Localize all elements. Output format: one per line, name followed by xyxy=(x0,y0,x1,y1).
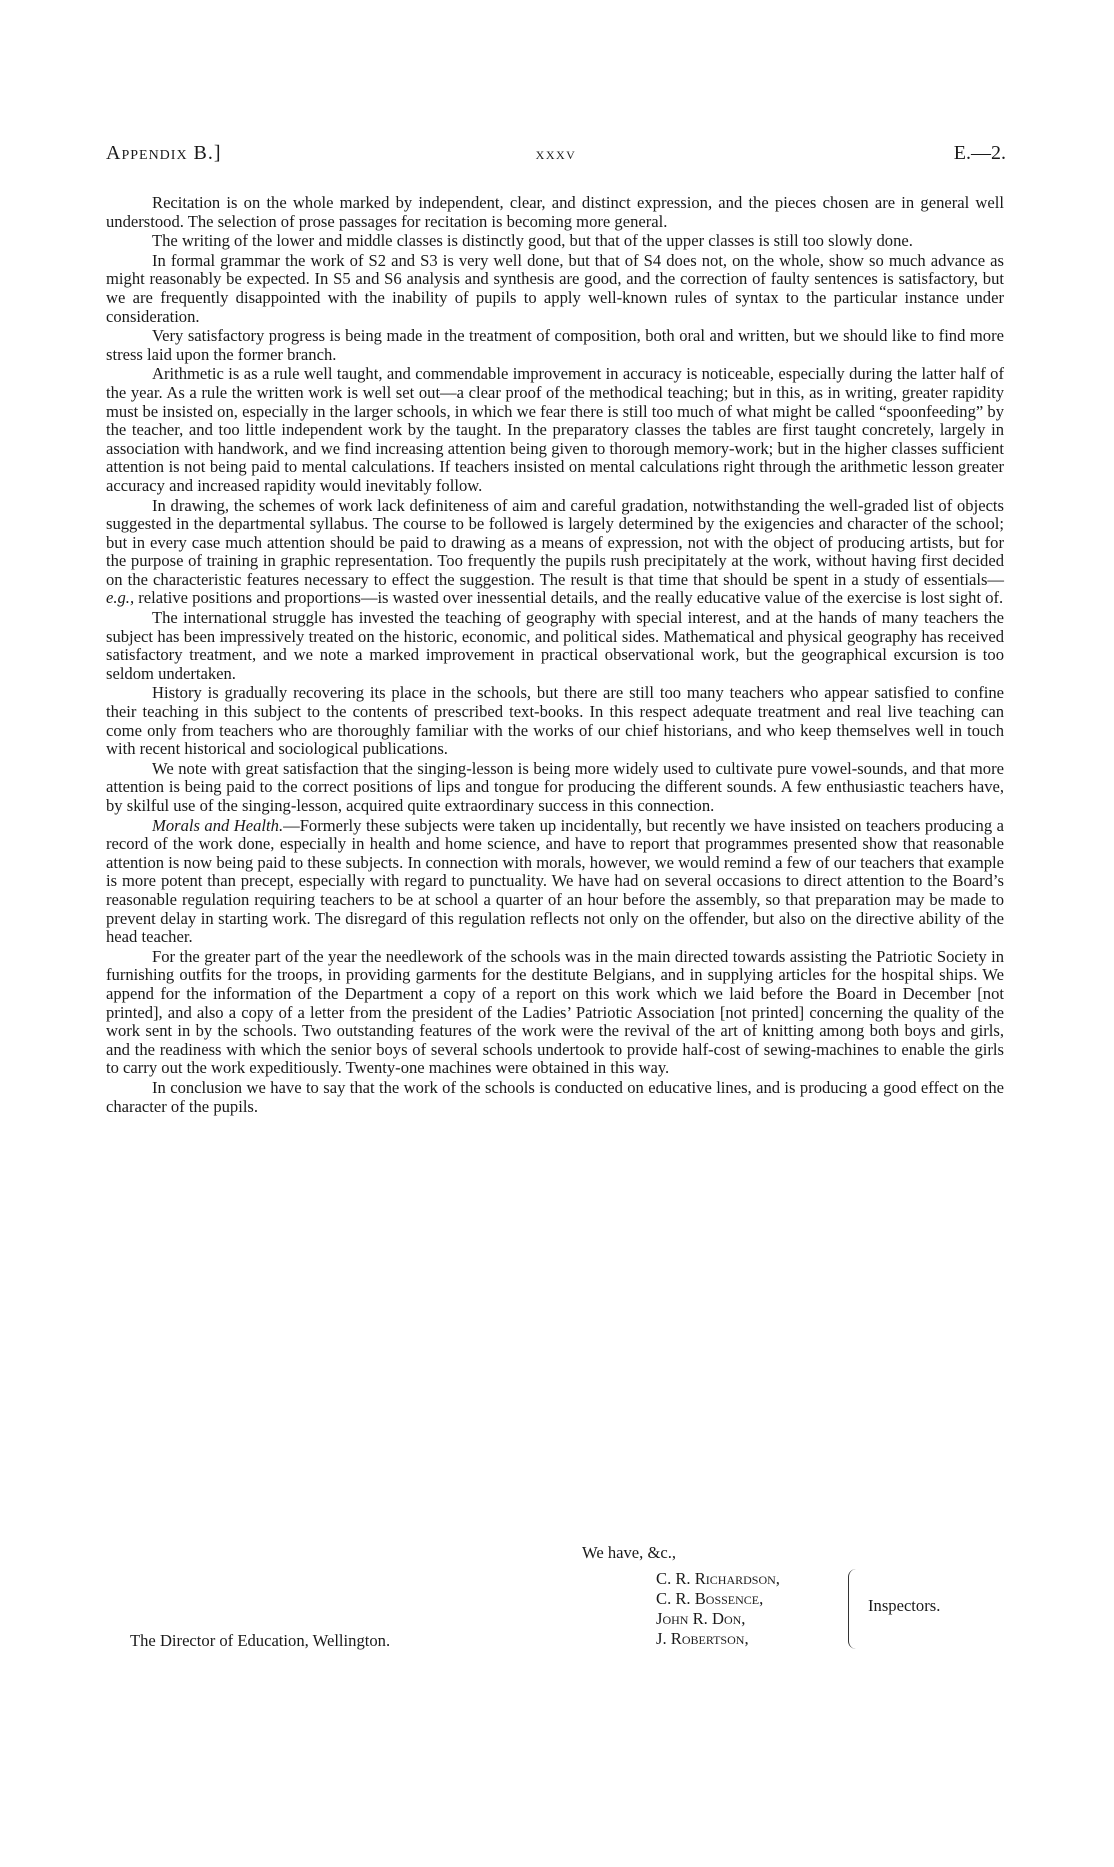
brace-divider xyxy=(848,1569,859,1649)
paragraph-grammar: In formal grammar the work of S2 and S3 is very well done, but that of S4 does not, on the whole, show so much advance as might reasonably be expected. In S5 and S6 analysis and synthesis are good, and the correction of faulty sentences is satisfactory, but we are frequently disappointed with the inability of pupils to apply well-known rules of syntax to the particular instance under consideration. xyxy=(106,250,1004,326)
signature-block xyxy=(106,1543,1006,1663)
morals-heading: Morals and Health. xyxy=(152,815,284,835)
paragraph-needlework: For the greater part of the year the needlework of the schools was in the main directed towards assisting the Patriotic Society in furnishing outfits for the troops, in providing garments for the destitute Belgians, and in supplying articles for the hospital ships. We append for the information of the Department a copy of a report on this work which we laid before the Board in December [not printed], and also a copy of a letter from the president of the Ladies’ Patriotic Association [not printed] concerning the quality of the work sent in by the schools. Two outstanding features of the work were the revival of the art of knitting among both boys and girls, and the readiness with which the senior boys of several schools undertook to provide half-cost of sewing-machines to enable the girls to carry out the work expeditiously. Twenty-one machines were obtained in this way. xyxy=(106,946,1004,1078)
inspector-name: J. Robertson, xyxy=(656,1629,749,1648)
paragraph-arithmetic: Arithmetic is as a rule well taught, and commendable improvement in accuracy is noticeable, especially during the latter half of the year. As a rule the written work is well set out—a clear proof of the methodical teaching; but in this, as in writing, greater rapidity must be insisted on, especially in the larger schools, in which we fear there is still too much of what might be called “spoonfeeding” by the teacher, and too little independent work by the taught. In the preparatory classes the tables are first taught concretely, largely in association with handwork, and we find increasing attention being given to thorough memory-work; but in the higher classes sufficient attention is not being paid to mental calculations. If teachers insisted on mental calculations right through the arithmetic lesson greater accuracy and increased rapidity would inevitably follow. xyxy=(106,364,1004,495)
paragraph-conclusion: In conclusion we have to say that the work of the schools is conducted on educative lines, and is producing a good effect on the character of the pupils. xyxy=(106,1077,1004,1116)
paragraph-drawing xyxy=(106,497,1004,609)
inspectors-role: Inspectors. xyxy=(868,1596,941,1615)
paragraph-geography: The international struggle has invested the teaching of geography with special interest, and at the hands of many teachers the subject has been impressively treated on the historic, economic, and political sides. Mathematical and physical geography has received satisfactory treatment, and we note a marked improvement in practical observational work, but the geographical excursion is too seldom undertaken. xyxy=(106,608,1004,683)
paragraph-singing: We note with great satisfaction that the singing-lesson is being more widely used to cultivate pure vowel-sounds, and that more attention is being paid to the correct positions of lips and tongue for producing the different sounds. A few enthusiastic teachers have, by skilful use of the singing-lesson, acquired quite extraordinary success in this connection. xyxy=(106,758,1004,815)
inspector-names xyxy=(656,1569,780,1649)
document-code: E.—2. xyxy=(953,142,1006,164)
report-body xyxy=(106,194,1004,1117)
recipient-line: The Director of Education, Wellington. xyxy=(130,1631,391,1650)
appendix-label: Appendix B.] xyxy=(106,142,222,164)
paragraph-writing: The writing of the lower and middle classes is distinctly good, but that of the upper classes is still too slowly done. xyxy=(152,231,913,251)
paragraph-history: History is gradually recovering its place in the schools, but there are still too many teachers who appear satisfied to confine their teaching in this subject to the contents of prescribed text-books. In this respect adequate treatment and real live teaching can come only from teachers who are thoroughly familiar with the works of our chief historians, and who keep themselves well in touch with recent historical and sociological publications. xyxy=(106,683,1004,759)
drawing-text: In drawing, the schemes of work lack definiteness of aim and careful gradation, notwithstanding the well-graded list of objects suggested in the departmental syllabus. The course to be followed is largely determined by the exigencies and character of the school; but in every case much attention should be paid to drawing as a means of expression, not with the object of producing artists, but for the purpose of training in graphic representation. Too frequently the pupils rush precipitately at the work, without having first decided on the characteristic features necessary to effect the suggestion. The result is that time that should be spent in a study of essentials— xyxy=(106,495,1004,589)
paragraph-morals-health xyxy=(106,817,1004,947)
paragraph-recitation: Recitation is on the whole marked by independent, clear, and distinct expression, and the pieces chosen are in general well understood. The selection of prose passages for recitation is becoming more general. xyxy=(106,193,1004,231)
salutation: We have, &c., xyxy=(582,1543,677,1562)
page-header xyxy=(106,142,1006,172)
inspector-name: C. R. Bossence, xyxy=(656,1589,764,1608)
inspector-name: John R. Don, xyxy=(656,1609,746,1628)
morals-text: —Formerly these subjects were taken up incidentally, but recently we have insisted on teachers producing a record of the work done, especially in health and home science, and have to report that programmes presented show that reasonable attention is now being paid to these subjects. In connection with morals, however, we would remind a few of our teachers that example is more potent than precept, especially with regard to punctuality. We have had on several occasions to direct attention to the Board’s reasonable regulation requiring teachers to be at school a quarter of an hour before the assembly, so that preparation may be made to prevent delay in starting work. The disregard of this regulation reflects not only on the offender, but also on the directive ability of the head teacher. xyxy=(106,815,1004,947)
drawing-text-tail: relative positions and proportions—is wasted over inessential details, and the really educative value of the exercise is lost sight of. xyxy=(134,588,1004,608)
page-number: xxxv xyxy=(535,144,577,163)
drawing-example-abbrev: e.g., xyxy=(106,588,135,608)
inspector-name: C. R. Richardson, xyxy=(656,1569,780,1588)
paragraph-composition: Very satisfactory progress is being made in the treatment of composition, both oral and written, but we should like to find more stress laid upon the former branch. xyxy=(106,326,1004,364)
